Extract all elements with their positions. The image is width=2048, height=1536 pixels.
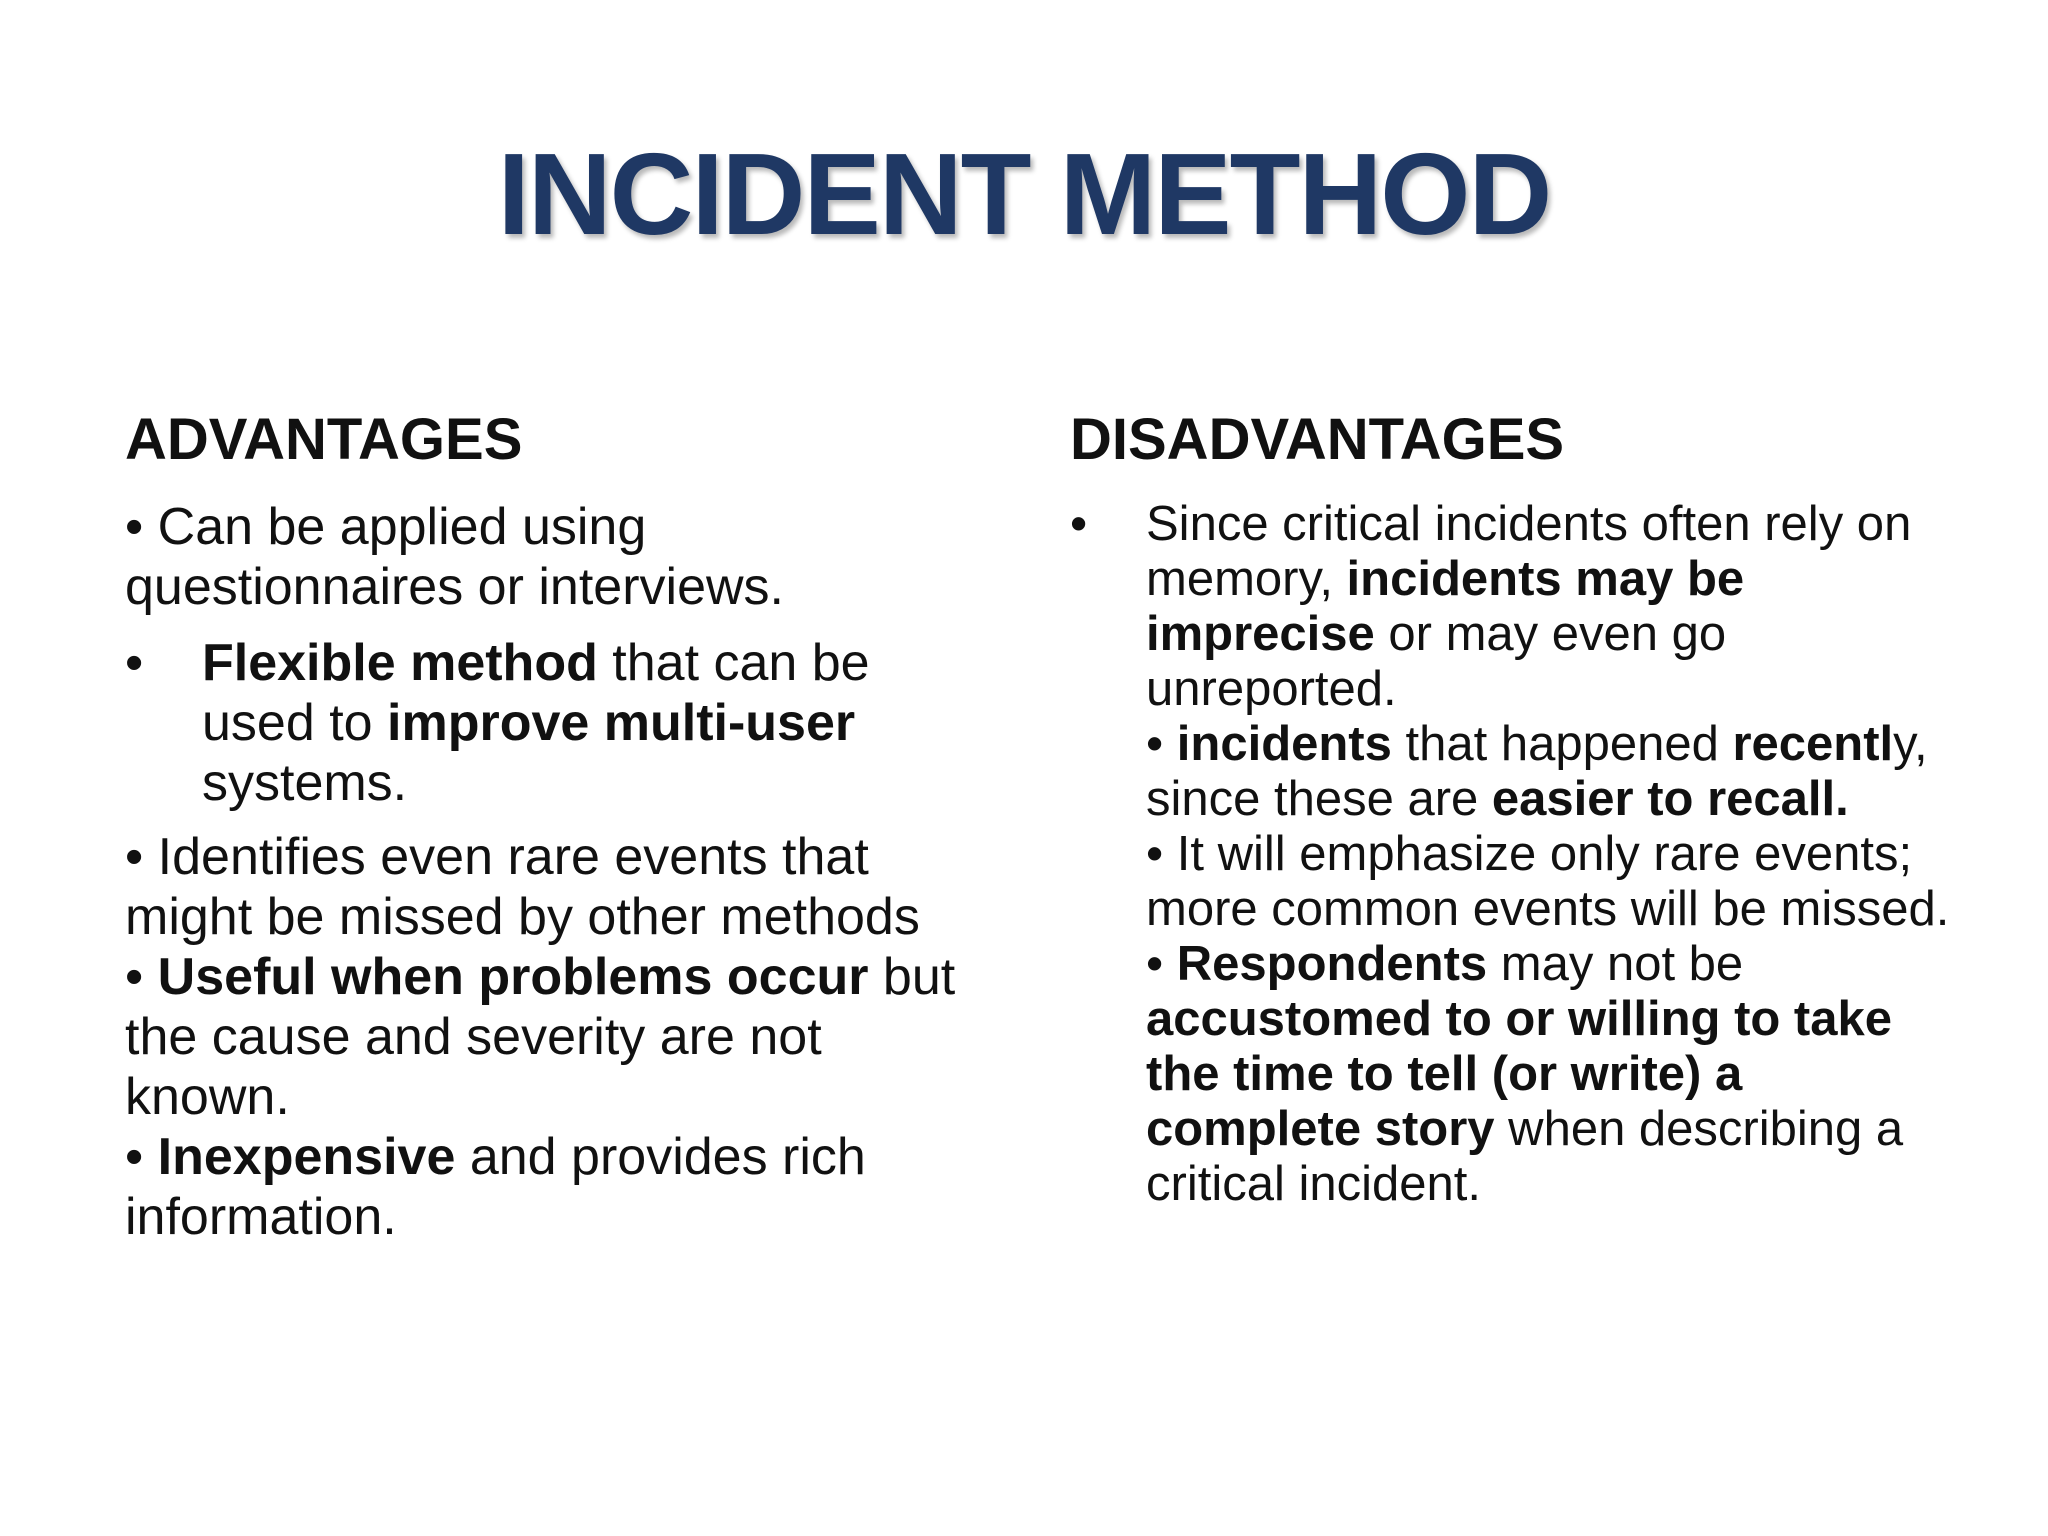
advantages-heading: ADVANTAGES [125, 407, 523, 472]
advantages-column [125, 405, 985, 1247]
disadvantage-text: Since critical incidents often rely on memory, [1146, 496, 1912, 606]
disadvantage-item [1146, 827, 1970, 937]
bullet: • [125, 633, 144, 692]
disadvantage-bold: incidents [1176, 716, 1392, 771]
advantage-text: Identifies even rare events that might be missed by other methods [125, 827, 920, 946]
disadvantage-text: that happened [1391, 716, 1733, 771]
advantage-bold: Flexible method [202, 633, 598, 692]
advantage-bold: improve multi-user [387, 693, 856, 752]
disadvantage-text: It will emphasize only rare events; more common events will be missed. [1146, 826, 1950, 936]
disadvantages-column [1070, 405, 1970, 1212]
bullet: • [1146, 936, 1164, 991]
disadvantage-bold: easier to recall. [1491, 771, 1849, 826]
advantage-text: but the cause and severity are not known. [125, 947, 956, 1126]
disadvantage-bold: Respondents [1176, 936, 1488, 991]
disadvantage-item [1146, 497, 1970, 717]
disadvantage-bold: incidents may be imprecise [1146, 551, 1745, 661]
disadvantage-item [1146, 717, 1970, 827]
advantage-item [125, 1127, 985, 1247]
bullet: • [1146, 826, 1164, 881]
advantage-item [125, 633, 985, 813]
advantage-text: systems. [202, 753, 408, 812]
bullet: • [125, 827, 144, 886]
disadvantage-text: or may even go unreported. [1146, 606, 1727, 716]
disadvantage-bold: recentl [1732, 716, 1894, 771]
bullet: • [125, 947, 144, 1006]
disadvantages-heading: DISADVANTAGES [1070, 407, 1565, 472]
bullet: • [1146, 716, 1164, 771]
advantage-text: that can be used to [202, 633, 870, 752]
disadvantage-text: y, since these are [1146, 716, 1928, 826]
disadvantage-item [1146, 937, 1970, 1212]
disadvantage-bold: accustomed to or willing to take the time to tell (or write) a complete story [1146, 991, 1893, 1156]
advantage-bold: Useful when problems occur [157, 947, 869, 1006]
advantage-bold: Inexpensive [157, 1127, 456, 1186]
advantage-item [125, 497, 985, 617]
disadvantages-list [1070, 497, 1970, 1212]
advantage-text: and provides rich information. [125, 1127, 866, 1246]
bullet: • [125, 497, 144, 556]
bullet: • [125, 1127, 144, 1186]
advantage-text: Can be applied using questionnaires or interviews. [125, 497, 784, 616]
slide-title: INCIDENT METHOD [497, 129, 1551, 259]
advantage-item [125, 947, 985, 1127]
disadvantage-text: when describing a critical incident. [1146, 1101, 1904, 1211]
advantages-list [125, 497, 985, 1247]
disadvantage-text: may not be [1487, 936, 1744, 991]
advantage-item [125, 827, 985, 947]
bullet: • [1070, 496, 1088, 551]
